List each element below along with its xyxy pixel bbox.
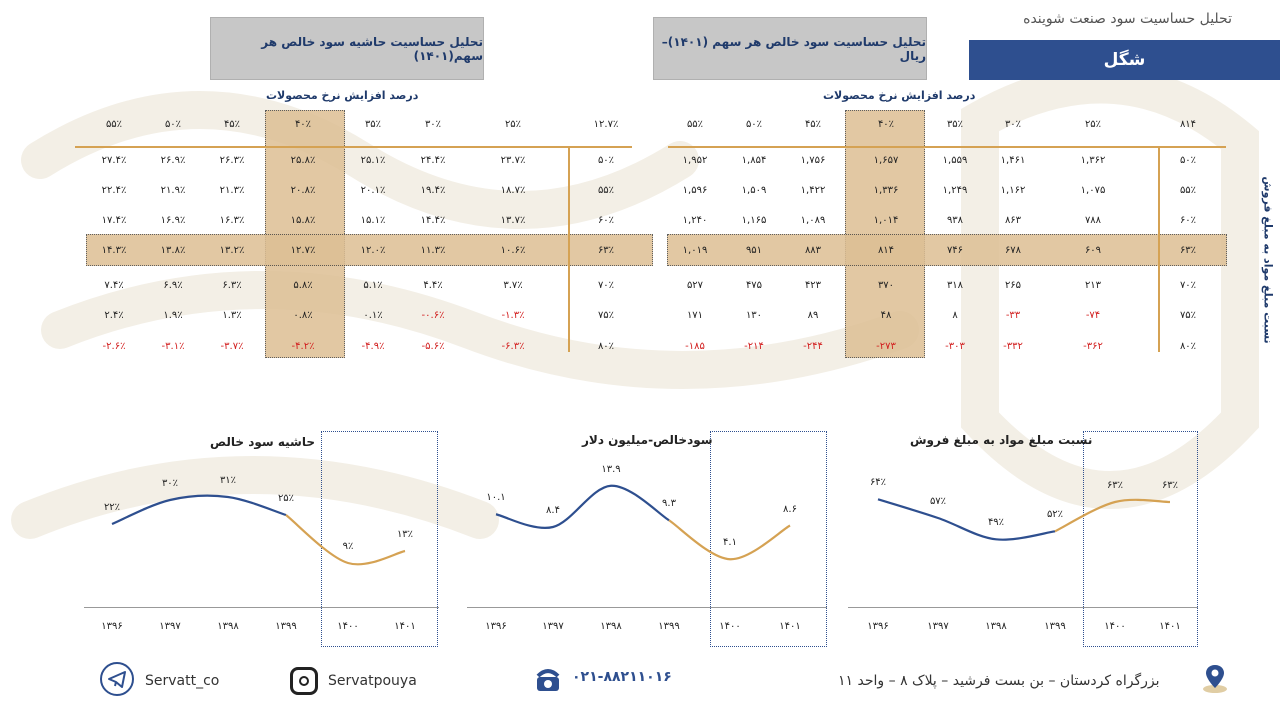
chart1-data-label: ۳۰٪: [161, 478, 179, 489]
chart2-data-label: ۸.۶: [783, 503, 797, 515]
right_table-row-header: ۶۳٪: [1179, 245, 1197, 256]
right_table-cell: ۸۶۳: [1004, 215, 1022, 226]
left_table-cell: ۲۳.۷٪: [500, 155, 526, 166]
left_table-cell: ۱۵.۱٪: [360, 215, 386, 226]
right_table-col-header: ۴۵٪: [804, 119, 822, 130]
chart2-x-tick: ۱۳۹۸: [600, 621, 622, 632]
right_table-cell: ۳۷۰: [877, 280, 895, 291]
chart3-x-tick: ۱۴۰۱: [1159, 621, 1181, 632]
left_table-row-header: ۷۵٪: [597, 310, 615, 321]
right_table-cell: ۱,۳۶۲: [1080, 155, 1106, 166]
left_table-cell: ۱۲.۰٪: [360, 245, 386, 256]
left_table-row-header: ۵۰٪: [597, 155, 615, 166]
location-pin-icon: [1200, 662, 1230, 694]
chart1-actual-line: [112, 496, 286, 524]
chart1-data-label: ۹٪: [342, 541, 354, 552]
right_table-cell: ۸۸۳: [804, 245, 822, 256]
right_table-cell: ۲۶۵: [1004, 280, 1022, 291]
right_table-cell: ۱,۵۰۹: [741, 185, 767, 196]
right_table-row-header: ۵۵٪: [1179, 185, 1197, 196]
chart3-data-label: ۵۲٪: [1046, 509, 1064, 521]
right_table-cell: ۹۳۸: [946, 215, 964, 226]
right_table-cell: ۱,۱۶۲: [1000, 185, 1026, 196]
left_table-row-header: ۷۰٪: [597, 280, 615, 291]
right_table-cell: ۴۸: [880, 310, 892, 321]
left_table-cell: ۷.۴٪: [104, 280, 124, 291]
chart3-data-label: ۵۷٪: [929, 496, 947, 507]
right_table-cell: ۱,۸۵۴: [741, 155, 767, 166]
left_table-cell: ۲۱.۳٪: [219, 185, 245, 196]
left_table-cell: ۶.۳٪: [222, 280, 242, 291]
right_table-cell: ۱,۹۵۲: [682, 155, 708, 166]
right_table-cell: ۲۱۳: [1084, 280, 1102, 291]
chart1-x-tick: ۱۴۰۰: [337, 621, 359, 632]
chart1-data-label: ۲۵٪: [277, 493, 295, 504]
chart3-x-tick: ۱۴۰۰: [1104, 621, 1126, 632]
right_table-cell: -۳۰۳: [945, 341, 965, 352]
right_table-col-header: ۴۰٪: [877, 119, 895, 130]
chart1-data-label: ۳۱٪: [219, 475, 237, 486]
left_table-cell: ۱۷.۴٪: [101, 215, 127, 226]
left_table-cell: -۵.۶٪: [421, 341, 445, 352]
left_table-cell: -۲.۶٪: [102, 341, 126, 352]
right_table-cell: ۱۷۱: [686, 310, 704, 321]
chart3-x-tick: ۱۳۹۶: [867, 621, 889, 632]
right_table-corner-value: ۸۱۴: [1179, 119, 1197, 130]
left_table-cell: ۲۰.۱٪: [360, 185, 386, 196]
right_table-col-header: ۵۰٪: [745, 119, 763, 130]
right_table-cell: ۹۵۱: [745, 245, 763, 256]
right_table-cell: ۷۴۶: [946, 245, 964, 256]
chart1-data-label: ۱۳٪: [396, 529, 414, 540]
left_table-row-header: ۸۰٪: [597, 341, 615, 352]
right_table-cell: -۲۱۴: [744, 341, 764, 352]
chart1-x-tick: ۱۳۹۸: [217, 621, 239, 632]
left_table-cell: ۱۵.۸٪: [290, 215, 316, 226]
right_table-cell: ۸: [952, 310, 958, 321]
left_table-cell: ۵.۱٪: [363, 280, 383, 291]
chart1-title: حاشیه سود خالص: [210, 435, 315, 449]
right_table-row-header: ۶۰٪: [1179, 215, 1197, 226]
left_table-cell: ۱۹.۴٪: [420, 185, 446, 196]
left-table-title: تحلیل حساسیت حاشیه سود خالص هر سهم(۱۴۰۱): [210, 17, 484, 80]
chart2-data-label: ۸.۴: [546, 505, 560, 516]
left_table-cell: ۵.۸٪: [293, 280, 313, 291]
left_table-cell: ۲۵.۱٪: [360, 155, 386, 166]
left_table-cell: ۱۶.۹٪: [160, 215, 186, 226]
right_table-cell: ۱,۴۶۱: [1000, 155, 1026, 166]
chart1-x-tick: ۱۳۹۹: [275, 621, 297, 632]
right_table-cell: ۶۰۹: [1084, 245, 1102, 256]
left_table-cell: ۲۷.۴٪: [101, 155, 127, 166]
left_table-col-header: ۲۵٪: [504, 119, 522, 130]
right_table-cell: ۶۷۸: [1004, 245, 1022, 256]
chart3-data-label: ۶۳٪: [1106, 480, 1124, 491]
left_table-cell: ۲۶.۹٪: [160, 155, 186, 166]
chart2-title: سودخالص-میلیون دلار: [582, 433, 713, 447]
left_table-cell: ۱۲.۷٪: [290, 245, 316, 256]
left_table-cell: -۶.۳٪: [501, 341, 525, 352]
left_table-cell: ۱۴.۴٪: [420, 215, 446, 226]
left_table-cell: -۳.۱٪: [161, 341, 185, 352]
chart1-x-tick: ۱۳۹۶: [101, 621, 123, 632]
chart3-actual-line: [878, 499, 1055, 539]
right_table-row-header: ۷۵٪: [1179, 310, 1197, 321]
right_table-cell: ۸۹: [807, 310, 819, 321]
chart3-data-label: ۶۳٪: [1161, 480, 1179, 491]
right_table-col-header: ۵۵٪: [686, 119, 704, 130]
left_table-cell: -۴.۲٪: [291, 341, 315, 352]
left_table-cell: ۴.۴٪: [423, 280, 443, 291]
left_table-cell: ۱.۳٪: [222, 310, 242, 321]
right_table-col-header: ۳۰٪: [1004, 119, 1022, 130]
right_table-cell: ۷۸۸: [1084, 215, 1102, 226]
chart2-x-tick: ۱۳۹۶: [485, 621, 507, 632]
right_table-cell: ۱,۰۱۹: [682, 245, 708, 256]
chart2-x-tick: ۱۳۹۹: [658, 621, 680, 632]
right_table-cell: ۱,۲۴۹: [942, 185, 968, 196]
left_table-cell: ۱۶.۳٪: [219, 215, 245, 226]
left_table-cell: ۲۲.۴٪: [101, 185, 127, 196]
left_table-cell: ۱۳.۷٪: [500, 215, 526, 226]
right_table-cell: -۳۶۲: [1083, 341, 1103, 352]
chart2-x-tick: ۱۳۹۷: [542, 621, 564, 632]
left_table-cell: ۲۱.۹٪: [160, 185, 186, 196]
right_table-cell: ۱,۵۹۶: [682, 185, 708, 196]
left_table-cell: ۲.۴٪: [104, 310, 124, 321]
left_table-cell: ۳.۷٪: [503, 280, 523, 291]
right_table-cell: ۱,۵۵۹: [942, 155, 968, 166]
left_table-row-header: ۶۰٪: [597, 215, 615, 226]
right_table-col-header: ۲۵٪: [1084, 119, 1102, 130]
chart3-x-tick: ۱۳۹۹: [1044, 621, 1066, 632]
instagram-handle[interactable]: Servatpouya: [328, 673, 417, 689]
left_table-cell: ۲۰.۸٪: [290, 185, 316, 196]
phone-icon: [534, 666, 562, 694]
right_table-cell: ۱,۲۴۰: [682, 215, 708, 226]
address-text: بزرگراه کردستان – بن بست فرشید – پلاک ۸ – واحد ۱۱: [838, 673, 1160, 689]
right-table-vertical-label: نسبت مبلغ مواد به مبلغ فروش: [1261, 176, 1275, 344]
right_table-cell: ۱۳۰: [745, 310, 763, 321]
left_table-col-header: ۳۰٪: [424, 119, 442, 130]
chart2-x-tick: ۱۴۰۱: [779, 621, 801, 632]
right_table-cell: -۲۷۳: [876, 341, 896, 352]
left_table-cell: -۳.۷٪: [220, 341, 244, 352]
right_table-cell: -۳۳: [1005, 310, 1021, 321]
right_table-cell: ۳۱۸: [946, 280, 964, 291]
right_table-row-header: ۷۰٪: [1179, 280, 1197, 291]
right_table-cell: -۳۳۲: [1003, 341, 1023, 352]
left_table-cell: ۲۴.۴٪: [420, 155, 446, 166]
chart2-data-label: ۴.۱: [723, 537, 737, 549]
left_table-cell: -۰.۶٪: [421, 310, 445, 321]
left_table-col-header: ۵۵٪: [105, 119, 123, 130]
chart3-x-tick: ۱۳۹۸: [985, 621, 1007, 632]
right_table-cell: ۱,۱۶۵: [741, 215, 767, 226]
right_table-cell: ۱,۰۸۹: [800, 215, 826, 226]
chart2-data-label: ۹.۳: [662, 498, 676, 510]
right_table-cell: ۱,۷۵۶: [800, 155, 826, 166]
right_table-cell: ۴۲۳: [804, 280, 822, 291]
chart2-x-tick: ۱۴۰۰: [719, 621, 741, 632]
left_table-cell: ۱۴.۳٪: [101, 245, 127, 256]
chart1-x-tick: ۱۳۹۷: [159, 621, 181, 632]
chart1-data-label: ۲۲٪: [103, 502, 121, 513]
instagram-icon[interactable]: [290, 667, 318, 695]
company-symbol-banner: شگل: [969, 40, 1280, 80]
left_table-row-header: ۵۵٪: [597, 185, 615, 196]
left_table-row-header: ۶۳٪: [597, 245, 615, 256]
right_table-cell: ۱,۳۳۶: [873, 185, 899, 196]
left_table-cell: ۱۳.۲٪: [219, 245, 245, 256]
telegram-icon[interactable]: [100, 662, 134, 696]
right_table-cell: ۸۱۴: [877, 245, 895, 256]
chart2-data-label: ۱۰.۱: [486, 492, 506, 504]
right_table-cell: ۱,۰۷۵: [1080, 185, 1106, 196]
right_table-cell: ۵۲۷: [686, 280, 704, 291]
left_table-col-header: ۴۰٪: [294, 119, 312, 130]
right_table-cell: ۱,۶۵۷: [873, 155, 899, 166]
right_table-cell: ۱,۰۱۴: [873, 215, 899, 226]
right_table-col-header: ۳۵٪: [946, 119, 964, 130]
left_table-cell: ۰.۸٪: [293, 310, 313, 321]
right_table-cell: -۷۴: [1085, 310, 1101, 321]
right_table-cell: -۲۴۴: [803, 341, 823, 352]
left_table-cell: ۱۱.۳٪: [420, 245, 446, 256]
right-table-subtitle: درصد افزایش نرخ محصولات: [823, 89, 976, 102]
right_table-cell: ۴۷۵: [745, 280, 763, 291]
left_table-col-header: ۵۰٪: [164, 119, 182, 130]
phone-number[interactable]: ۰۲۱-۸۸۲۱۱۰۱۶: [572, 669, 672, 685]
left_table-corner-value: ۱۲.۷٪: [593, 119, 619, 130]
right_table-row-header: ۸۰٪: [1179, 341, 1197, 352]
left_table-col-header: ۳۵٪: [364, 119, 382, 130]
right-table-title: تحلیل حساسیت سود خالص هر سهم (۱۴۰۱)–ریال: [653, 17, 927, 80]
right_table-cell: ۱,۴۲۲: [800, 185, 826, 196]
left_table-cell: -۱.۳٪: [501, 310, 525, 321]
left_table-cell: -۴.۹٪: [361, 341, 385, 352]
page-title: تحلیل حساسیت سود صنعت شوینده: [1023, 11, 1232, 27]
left-table-subtitle: درصد افزایش نرخ محصولات: [266, 89, 419, 102]
chart3-x-tick: ۱۳۹۷: [927, 621, 949, 632]
left_table-cell: ۱.۹٪: [163, 310, 183, 321]
left_table-cell: ۲۵.۸٪: [290, 155, 316, 166]
chart2-actual-line: [496, 486, 669, 528]
chart3-data-label: ۴۹٪: [987, 517, 1005, 529]
left_table-cell: ۱۰.۶٪: [500, 245, 526, 256]
telegram-handle[interactable]: Servatt_co: [145, 673, 220, 689]
left_table-cell: ۱۳.۸٪: [160, 245, 186, 256]
left_table-col-header: ۴۵٪: [223, 119, 241, 130]
left_table-cell: ۰.۱٪: [363, 310, 383, 321]
left_table-cell: ۱۸.۷٪: [500, 185, 526, 196]
right_table-cell: -۱۸۵: [685, 341, 705, 352]
chart3-data-label: ۶۴٪: [869, 477, 887, 489]
chart1-x-tick: ۱۴۰۱: [394, 621, 416, 632]
chart3-title: نسبت مبلغ مواد به مبلغ فروش: [910, 433, 1093, 447]
left_table-cell: ۶.۹٪: [163, 280, 183, 291]
chart2-data-label: ۱۳.۹: [601, 463, 621, 475]
left_table-cell: ۲۶.۳٪: [219, 155, 245, 166]
right_table-row-header: ۵۰٪: [1179, 155, 1197, 166]
